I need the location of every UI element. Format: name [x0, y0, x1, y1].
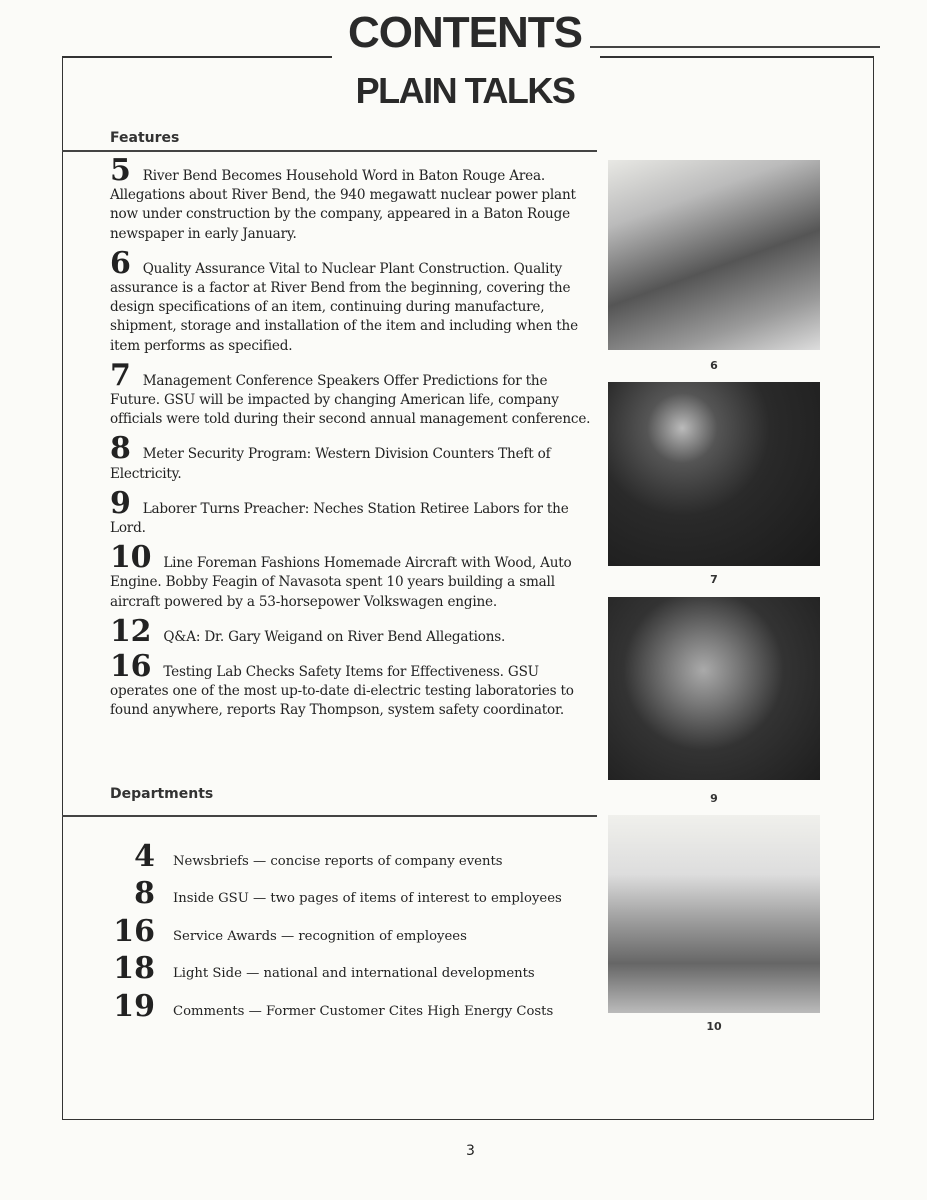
- page-number: 8: [110, 431, 131, 467]
- page-number: 16: [110, 649, 152, 685]
- frame-rule: [600, 56, 873, 58]
- entry-text: Q&A: Dr. Gary Weigand on River Bend Allegations.: [163, 628, 506, 645]
- feature-entry[interactable]: [110, 357, 595, 430]
- features-list: [110, 153, 595, 730]
- page-number: 6: [110, 245, 131, 281]
- photo-caption: 9: [710, 792, 718, 805]
- title-rule: [590, 46, 880, 48]
- department-entry[interactable]: [110, 914, 467, 949]
- entry-text: Laborer Turns Preacher: Neches Station Retiree Labors for the Lord.: [110, 500, 569, 537]
- photo-caption: 10: [706, 1020, 722, 1033]
- entry-text: Meter Security Program: Western Division Counters Theft of Electricity.: [110, 446, 551, 482]
- page-number: 16: [113, 914, 155, 949]
- entry-text: Newsbriefs — concise reports of company events: [173, 854, 503, 869]
- page-number: 19: [113, 989, 155, 1024]
- entry-text: River Bend Becomes Household Word in Baton Rouge Area. Allegations about River Bend, the 940 megawatt nuclear power plant now under construction by the company, appeared in a Baton Rouge newspaper in early January.: [110, 168, 576, 242]
- feature-entry[interactable]: [110, 431, 595, 483]
- feature-entry[interactable]: [110, 245, 595, 356]
- departments-heading: Departments: [110, 786, 214, 802]
- photo-preacher: [608, 597, 820, 780]
- departments-rule: [62, 815, 597, 817]
- feature-entry[interactable]: [110, 540, 595, 612]
- entry-text: Comments — Former Customer Cites High Energy Costs: [173, 1004, 554, 1019]
- entry-text: Inside GSU — two pages of items of interest to employees: [173, 891, 562, 906]
- page-number: 5: [110, 153, 131, 188]
- feature-entry[interactable]: [110, 153, 595, 244]
- photo-homemade-aircraft: [608, 815, 820, 1013]
- feature-entry[interactable]: [110, 649, 595, 721]
- magazine-name: PLAIN TALKS: [355, 70, 575, 111]
- entry-text: Line Foreman Fashions Homemade Aircraft with Wood, Auto Engine. Bobby Feagin of Navasota spent 10 years building a small aircraft powered by a 53-horsepower Volkswagen engine.: [110, 555, 572, 610]
- features-rule: [62, 150, 597, 152]
- page-number: 10: [110, 540, 152, 576]
- page-number: 4: [134, 839, 155, 874]
- feature-entry[interactable]: [110, 485, 595, 538]
- page-number: 8: [134, 876, 155, 911]
- department-entry[interactable]: [110, 951, 535, 986]
- photo-caption: 6: [710, 359, 718, 372]
- department-entry[interactable]: [110, 989, 554, 1024]
- frame-rule: [62, 56, 332, 58]
- page-number: 12: [110, 613, 152, 649]
- page-number: 9: [110, 485, 131, 521]
- entry-text: Service Awards — recognition of employees: [173, 929, 467, 944]
- page-number: 7: [110, 357, 131, 393]
- entry-text: Management Conference Speakers Offer Predictions for the Future. GSU will be impacted by changing American life, company officials were told during their second annual management conference.: [110, 372, 591, 428]
- department-entry[interactable]: [110, 839, 503, 874]
- photo-speaker-podium: [608, 382, 820, 566]
- entry-text: Quality Assurance Vital to Nuclear Plant Construction. Quality assurance is a factor at River Bend from the beginning, covering the design specifications of an item, continuing during manufacture, shipment, storage and installation of the item and including when the item performs as specified.: [110, 260, 578, 354]
- page-number: 18: [113, 951, 155, 986]
- page-number-footer: 3: [466, 1143, 475, 1159]
- entry-text: Testing Lab Checks Safety Items for Effectiveness. GSU operates one of the most up-to-date di-electric testing laboratories to found anywhere, reports Ray Thompson, system safety coordinator.: [110, 664, 574, 719]
- entry-text: Light Side — national and international developments: [173, 966, 535, 981]
- photo-caption: 7: [710, 573, 718, 586]
- department-entry[interactable]: [110, 876, 562, 911]
- photo-hardhat-man: [608, 160, 820, 350]
- page-title: CONTENTS: [348, 8, 582, 57]
- feature-entry[interactable]: [110, 613, 595, 649]
- features-heading: Features: [110, 130, 180, 146]
